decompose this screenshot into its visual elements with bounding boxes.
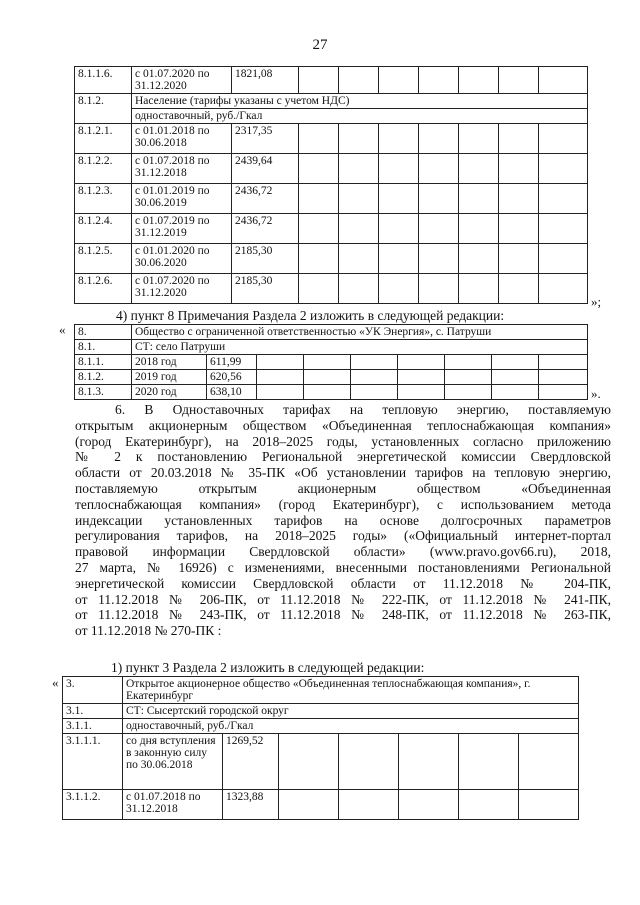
table-row xyxy=(75,184,588,214)
table-row xyxy=(75,274,588,304)
row-value: 1821,08 xyxy=(232,67,299,94)
table-row xyxy=(75,67,588,94)
paragraph-line: от 11.12.2018 № 270-ПК : xyxy=(75,623,222,639)
row-category: Население (тарифы указаны с учетом НДС) xyxy=(132,94,588,109)
row-period: 2020 год xyxy=(132,385,207,400)
table-row xyxy=(75,340,588,355)
row-unit: одноставочный, руб./Гкал xyxy=(123,719,579,734)
row-code: 3.1.1.1. xyxy=(63,734,123,790)
row-period: 2018 год xyxy=(132,355,207,370)
page-number: 27 xyxy=(312,37,328,53)
row-code: 8.1.2.3. xyxy=(75,184,132,214)
row-value: 2439,64 xyxy=(232,154,299,184)
row-value: 638,10 xyxy=(207,385,257,400)
opening-quote-mark: « xyxy=(52,675,59,690)
row-value: 1269,52 xyxy=(223,734,279,790)
tariff-table-obed-tsk xyxy=(62,676,579,820)
row-value: 611,99 xyxy=(207,355,257,370)
row-code: 8.1.2.6. xyxy=(75,274,132,304)
row-unit: одноставочный, руб./Гкал xyxy=(132,109,588,124)
table-row xyxy=(75,154,588,184)
paragraph-line: теплоснабжающая компания» (город Екатеринбург), с использованием метода xyxy=(75,496,611,512)
closing-quote-mark: »; xyxy=(591,294,602,309)
paragraph-line: регулирования тарифов, на 2018–2025 годы» («Официальный интернет-портал xyxy=(75,528,611,544)
paragraph-line: открытым акционерным обществом «Объединенная теплоснабжающая компания» xyxy=(75,417,611,433)
row-code: 8.1.1. xyxy=(75,355,132,370)
row-code: 8.1.2. xyxy=(75,370,132,385)
paragraph-line: правовой информации Свердловской области» (www.pravo.gov66.ru), 2018, xyxy=(75,544,611,560)
row-value: 2185,30 xyxy=(232,244,299,274)
row-value: 1323,88 xyxy=(223,790,279,820)
row-code: 8.1.2.5. xyxy=(75,244,132,274)
row-period: 2019 год xyxy=(132,370,207,385)
row-period: с 01.01.2020 по 30.06.2020 xyxy=(132,244,232,274)
row-code: 8.1.1.6. xyxy=(75,67,132,94)
row-period: с 01.07.2018 по 31.12.2018 xyxy=(123,790,223,820)
row-value: 2317,35 xyxy=(232,124,299,154)
row-code: 8.1. xyxy=(75,340,132,355)
row-value: 620,56 xyxy=(207,370,257,385)
row-territory: СТ: Сысертский городской округ xyxy=(123,704,579,719)
tariff-table-uk-energia xyxy=(74,324,588,400)
amendment-heading-1: 1) пункт 3 Раздела 2 изложить в следующей редакции: xyxy=(111,660,425,675)
row-period: со дня вступления в законную силу по 30.06.2018 xyxy=(123,734,223,790)
table-row xyxy=(63,790,579,820)
row-period: с 01.01.2019 по 30.06.2019 xyxy=(132,184,232,214)
row-period: с 01.07.2018 по 31.12.2018 xyxy=(132,154,232,184)
paragraph-line: 27 марта, № 16926) с изменениями, внесенными постановлениями Региональной xyxy=(75,559,611,575)
row-period: с 01.07.2020 по 31.12.2020 xyxy=(132,67,232,94)
paragraph-line: (город Екатеринбург), на 2018–2025 годы, установленных согласно приложению xyxy=(75,433,611,449)
row-code: 3.1.1. xyxy=(63,719,123,734)
row-period: с 01.01.2018 по 30.06.2018 xyxy=(132,124,232,154)
table-row xyxy=(63,704,579,719)
table-row xyxy=(75,94,588,109)
table-row xyxy=(63,734,579,790)
row-territory: СТ: село Патруши xyxy=(132,340,588,355)
row-organization: Общество с ограниченной ответственностью «УК Энергия», с. Патруши xyxy=(132,325,588,340)
paragraph-line: от 11.12.2018 № 206-ПК, от 11.12.2018 № 222-ПК, от 11.12.2018 № 241-ПК, xyxy=(75,591,611,607)
paragraph-line: энергетической комиссии Свердловской области от 11.12.2018 № 204-ПК, xyxy=(75,575,611,591)
paragraph-line: поставляемую открытым акционерным обществом «Объединенная xyxy=(75,480,611,496)
row-organization: Открытое акционерное общество «Объединенная теплоснабжающая компания», г. Екатеринбург xyxy=(123,677,579,704)
table-row xyxy=(63,677,579,704)
paragraph-line: индексации установленных тарифов на основе долгосрочных параметров xyxy=(75,512,611,528)
amendment-heading-4: 4) пункт 8 Примечания Раздела 2 изложить в следующей редакции: xyxy=(116,308,505,323)
paragraph-line: 6. В Одноставочных тарифах на тепловую энергию, поставляемую xyxy=(115,402,611,417)
table-row xyxy=(75,244,588,274)
tariff-table-population xyxy=(74,66,588,304)
table-row xyxy=(63,719,579,734)
table-row xyxy=(75,109,588,124)
table-row xyxy=(75,385,588,400)
row-code: 8.1.2. xyxy=(75,94,132,124)
row-code: 3.1. xyxy=(63,704,123,719)
table-row xyxy=(75,325,588,340)
closing-quote-mark: ». xyxy=(591,386,601,401)
opening-quote-mark: « xyxy=(59,322,66,337)
row-code: 8. xyxy=(75,325,132,340)
paragraph-6 xyxy=(75,402,611,639)
row-value: 2436,72 xyxy=(232,214,299,244)
row-code: 8.1.2.1. xyxy=(75,124,132,154)
row-code: 8.1.2.2. xyxy=(75,154,132,184)
table-row xyxy=(75,355,588,370)
row-code: 8.1.2.4. xyxy=(75,214,132,244)
row-period: с 01.07.2019 по 31.12.2019 xyxy=(132,214,232,244)
table-row xyxy=(75,214,588,244)
paragraph-line: № 2 к постановлению Региональной энергетической комиссии Свердловской xyxy=(75,449,611,465)
row-code: 3. xyxy=(63,677,123,704)
table-row xyxy=(75,370,588,385)
row-code: 8.1.3. xyxy=(75,385,132,400)
row-period: с 01.07.2020 по 31.12.2020 xyxy=(132,274,232,304)
row-code: 3.1.1.2. xyxy=(63,790,123,820)
table-row xyxy=(75,124,588,154)
paragraph-line: области от 20.03.2018 № 35-ПК «Об установлении тарифов на тепловую энергию, xyxy=(75,465,611,481)
row-value: 2436,72 xyxy=(232,184,299,214)
paragraph-line: от 11.12.2018 № 243-ПК, от 11.12.2018 № 248-ПК, от 11.12.2018 № 263-ПК, xyxy=(75,607,611,623)
row-value: 2185,30 xyxy=(232,274,299,304)
